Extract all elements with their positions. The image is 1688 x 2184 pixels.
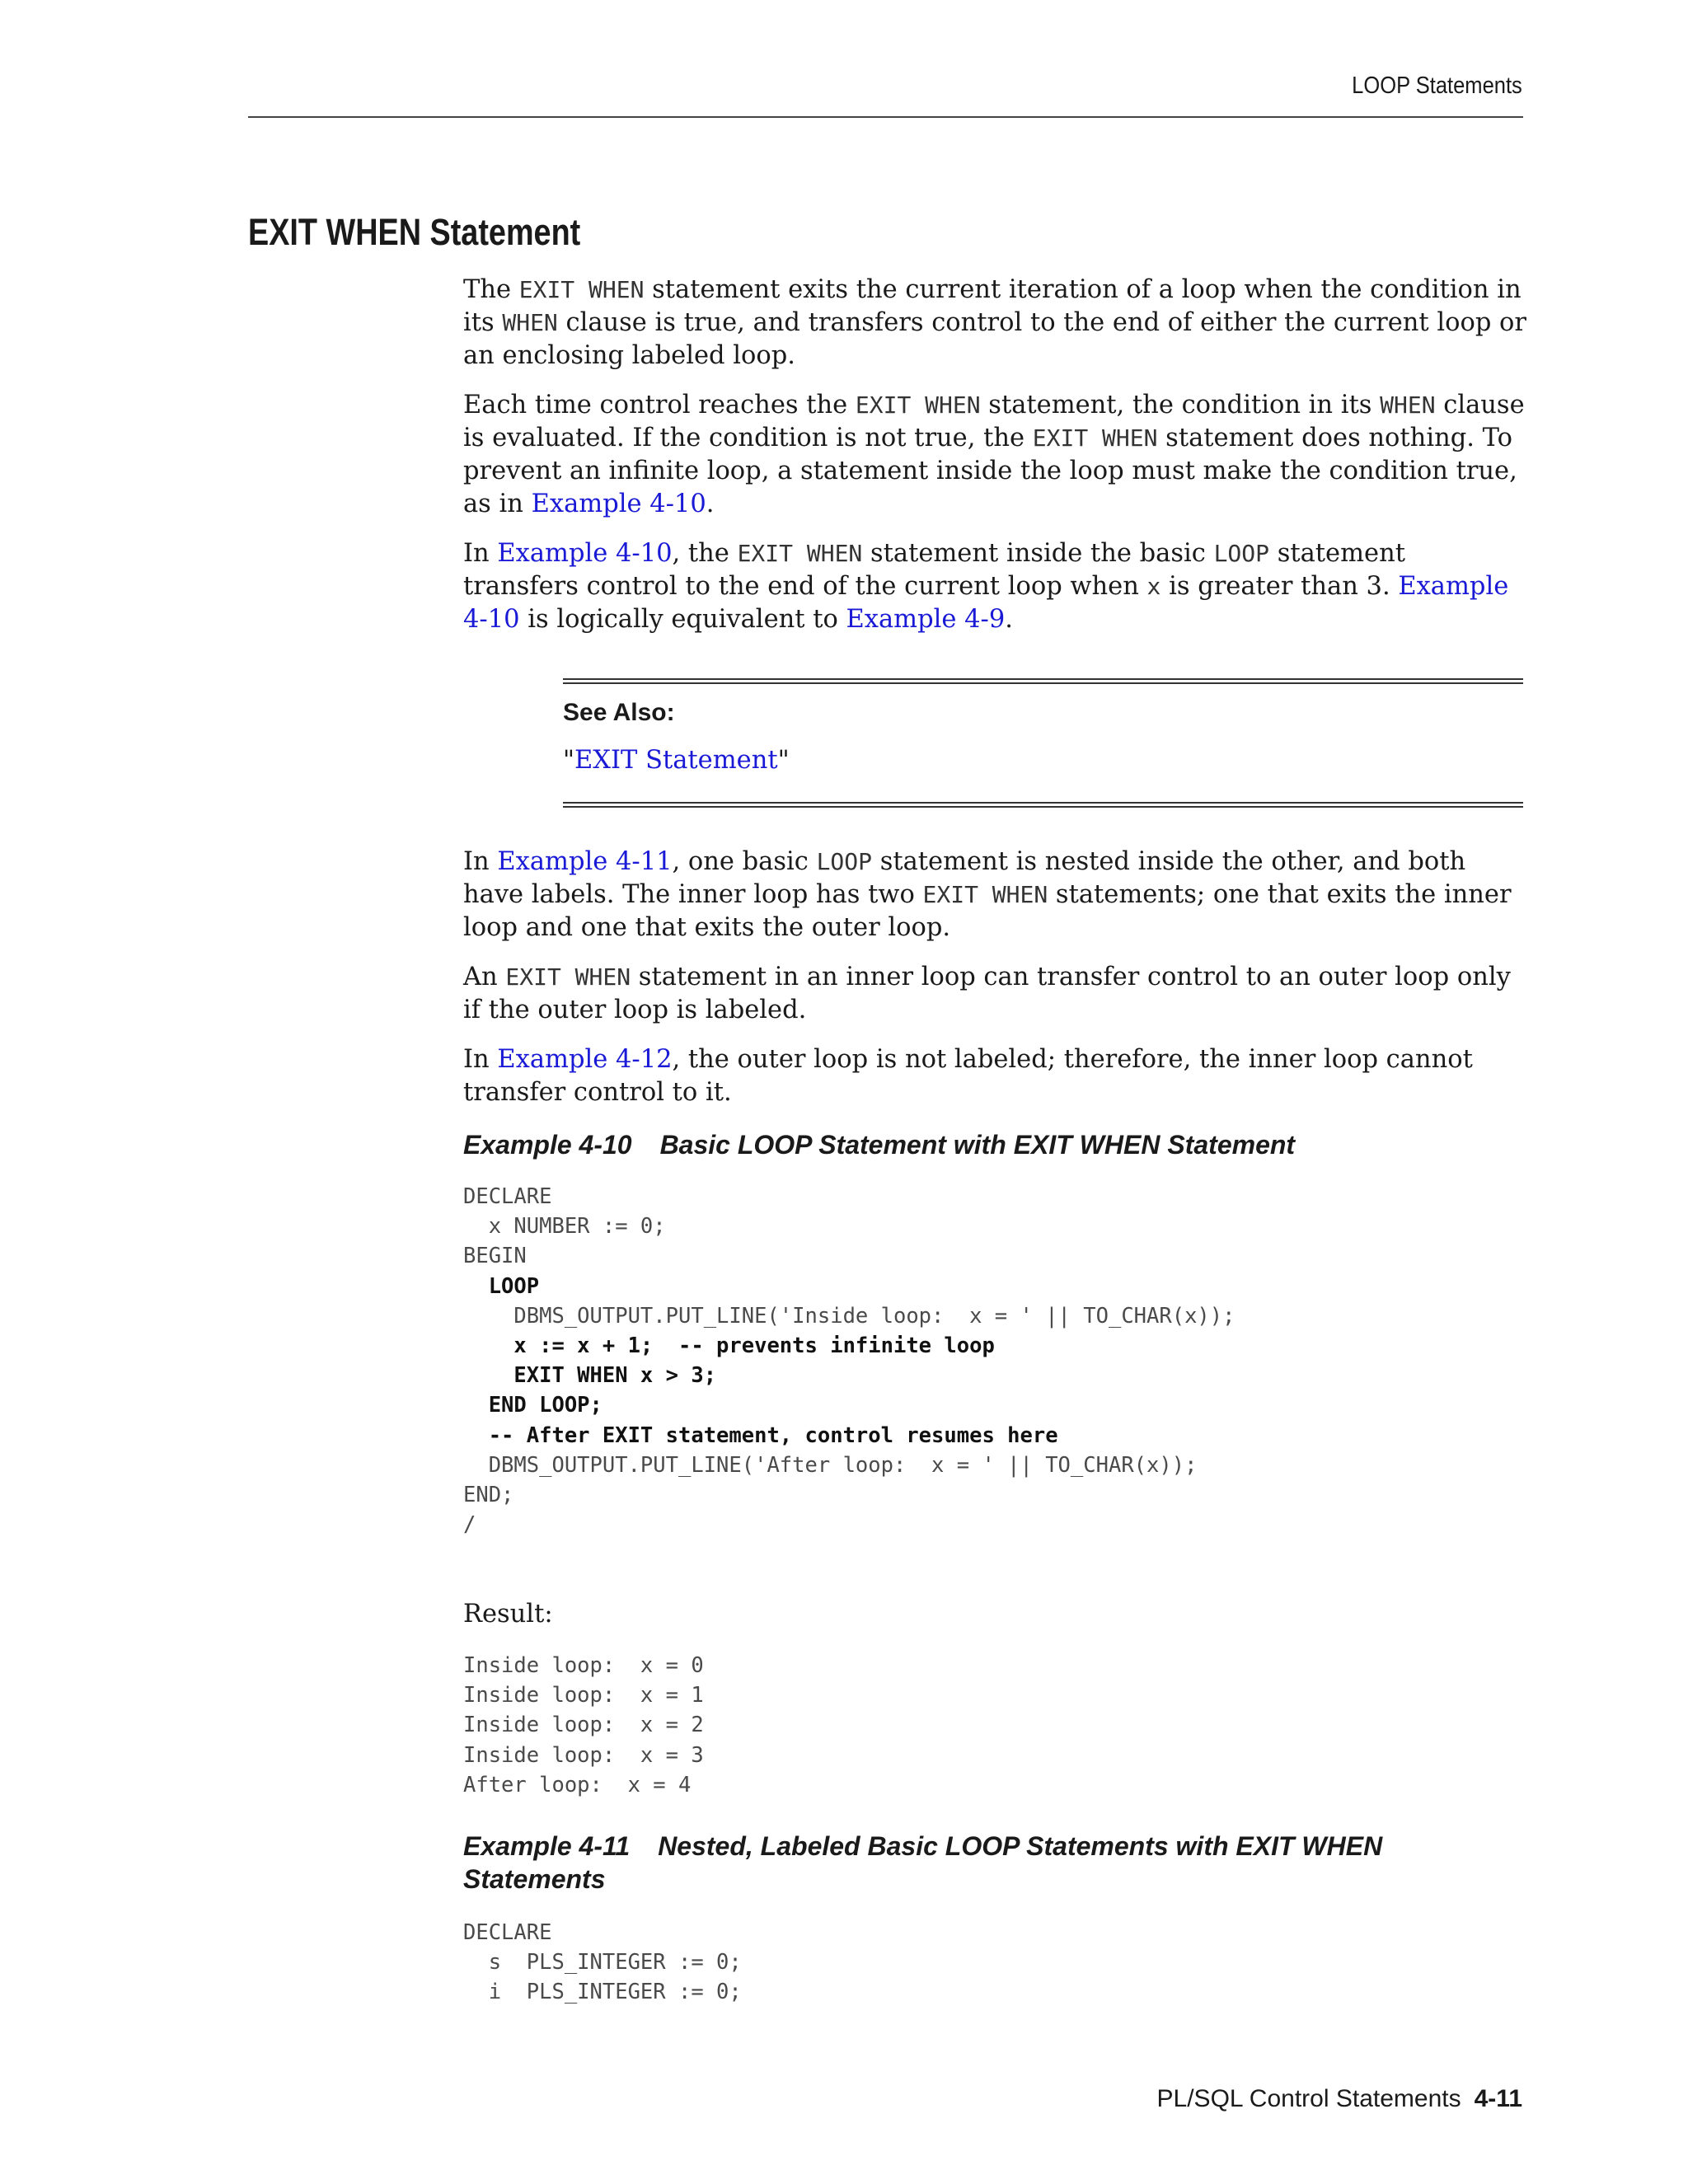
code-line: x NUMBER := 0;: [463, 1214, 666, 1240]
text: clause is true, and transfers control to the end of either the current loop or an enclosing labeled loop.: [463, 308, 1526, 370]
code-term: EXIT WHEN: [737, 540, 863, 567]
link-example-4-9[interactable]: Example 4-9: [846, 605, 1006, 634]
text: In: [463, 539, 498, 568]
text: statements; one that exits the inner loop and one that exits the outer loop.: [463, 880, 1512, 942]
link-example-4-10[interactable]: Example 4-10: [531, 490, 706, 518]
text: The: [463, 275, 519, 304]
paragraph-example-4-12-ref: [463, 1043, 1528, 1109]
text: is greater than 3.: [1160, 572, 1399, 601]
example-4-11-caption: [463, 1830, 1436, 1896]
code-term: LOOP: [816, 848, 872, 875]
paragraph-example-4-10-desc: [463, 537, 1528, 636]
code-line: i PLS_INTEGER := 0;: [463, 1980, 742, 2005]
text: statement, the condition in its: [980, 391, 1381, 419]
header-rule: [248, 116, 1523, 118]
paragraph-inner-outer: [463, 961, 1528, 1027]
text: statement transfers control to the end of the current loop when: [463, 539, 1405, 601]
section-title: EXIT WHEN Statement: [248, 211, 581, 253]
code-term: EXIT WHEN: [505, 963, 631, 991]
code-term: LOOP: [1213, 540, 1269, 567]
see-also-title: See Also:: [563, 699, 675, 726]
text: An: [463, 963, 506, 991]
page-footer: [1157, 2085, 1522, 2113]
code-line: BEGIN: [463, 1244, 527, 1269]
page-number: 4-11: [1474, 2085, 1522, 2112]
text: statement does nothing. To prevent an infinite loop, a statement inside the loop must make the condition true, as in: [463, 424, 1517, 518]
example-4-10-caption: [463, 1128, 1452, 1161]
text: statement inside the basic: [862, 539, 1214, 568]
text: statement is nested inside the other, and both have labels. The inner loop has two: [463, 847, 1466, 909]
example-title: Nested, Labeled Basic LOOP Statements with EXIT WHEN Statements: [463, 1831, 1383, 1894]
text: , the outer loop is not labeled; therefore, the inner loop cannot transfer control to it.: [463, 1045, 1473, 1107]
code-line: DBMS_OUTPUT.PUT_LINE('After loop: x = ' || TO_CHAR(x));: [463, 1452, 1198, 1478]
see-also-entry: [563, 746, 790, 775]
example-4-10-code: [463, 1182, 1236, 1540]
code-line: EXIT WHEN x > 3;: [463, 1363, 717, 1389]
see-also-bottom-rule: [563, 802, 1523, 808]
code-term: WHEN: [502, 309, 558, 336]
code-line: -- After EXIT statement, control resumes here: [463, 1422, 1058, 1448]
code-line: END;: [463, 1482, 514, 1507]
output-line: Inside loop: x = 0: [463, 1653, 704, 1678]
text: clause is evaluated. If the condition is not true, the: [463, 391, 1525, 452]
text: In: [463, 1045, 498, 1074]
code-line: LOOP: [463, 1273, 540, 1299]
output-line: After loop: x = 4: [463, 1772, 692, 1797]
code-line: DBMS_OUTPUT.PUT_LINE('Inside loop: x = ' || TO_CHAR(x));: [463, 1303, 1236, 1329]
paragraph-exit-when-intro: [463, 274, 1528, 373]
code-line: /: [463, 1512, 476, 1538]
text: statement in an inner loop can transfer control to an outer loop only if the outer loop is labeled.: [463, 963, 1511, 1024]
footer-section: PL/SQL Control Statements: [1156, 2085, 1461, 2112]
link-example-4-10[interactable]: Example 4-10: [463, 572, 1509, 634]
text: .: [706, 490, 715, 518]
text: .: [1005, 605, 1013, 634]
code-line: x := x + 1; -- prevents infinite loop: [463, 1333, 995, 1358]
text: Each time control reaches the: [463, 391, 856, 419]
example-4-10-result: [463, 1651, 704, 1800]
text: , one basic: [672, 847, 817, 876]
quote: ": [563, 746, 575, 775]
link-example-4-11[interactable]: Example 4-11: [497, 847, 673, 876]
code-term: x: [1146, 573, 1161, 600]
paragraph-nested-loops: [463, 846, 1528, 944]
code-line: DECLARE: [463, 1184, 552, 1209]
link-example-4-10[interactable]: Example 4-10: [497, 539, 673, 568]
running-header: LOOP Statements: [1352, 73, 1522, 99]
output-line: Inside loop: x = 2: [463, 1713, 704, 1738]
code-term: EXIT WHEN: [1032, 424, 1158, 452]
output-line: Inside loop: x = 1: [463, 1683, 704, 1708]
code-term: EXIT WHEN: [922, 881, 1048, 908]
quote: ": [777, 746, 790, 775]
example-number: Example 4-11: [463, 1831, 631, 1861]
text: In: [463, 847, 498, 876]
text: , the: [672, 539, 738, 568]
code-line: s PLS_INTEGER := 0;: [463, 1950, 742, 1975]
code-term: WHEN: [1380, 391, 1436, 419]
code-line: DECLARE: [463, 1920, 552, 1945]
link-example-4-12[interactable]: Example 4-12: [497, 1045, 673, 1074]
example-title: Basic LOOP Statement with EXIT WHEN Statement: [659, 1130, 1296, 1160]
see-also-top-rule: [563, 678, 1523, 684]
code-term: EXIT WHEN: [855, 391, 981, 419]
code-line: END LOOP;: [463, 1393, 603, 1418]
example-4-11-code: [463, 1918, 742, 2008]
paragraph-evaluation: [463, 389, 1528, 521]
example-number: Example 4-10: [463, 1130, 632, 1160]
text: is logically equivalent to: [519, 605, 846, 634]
text: statement exits the current iteration of a loop when the condition in its: [463, 275, 1522, 337]
result-label: Result:: [463, 1600, 553, 1629]
code-term: EXIT WHEN: [518, 276, 645, 303]
output-line: Inside loop: x = 3: [463, 1742, 704, 1768]
link-exit-statement[interactable]: EXIT Statement: [574, 746, 778, 775]
